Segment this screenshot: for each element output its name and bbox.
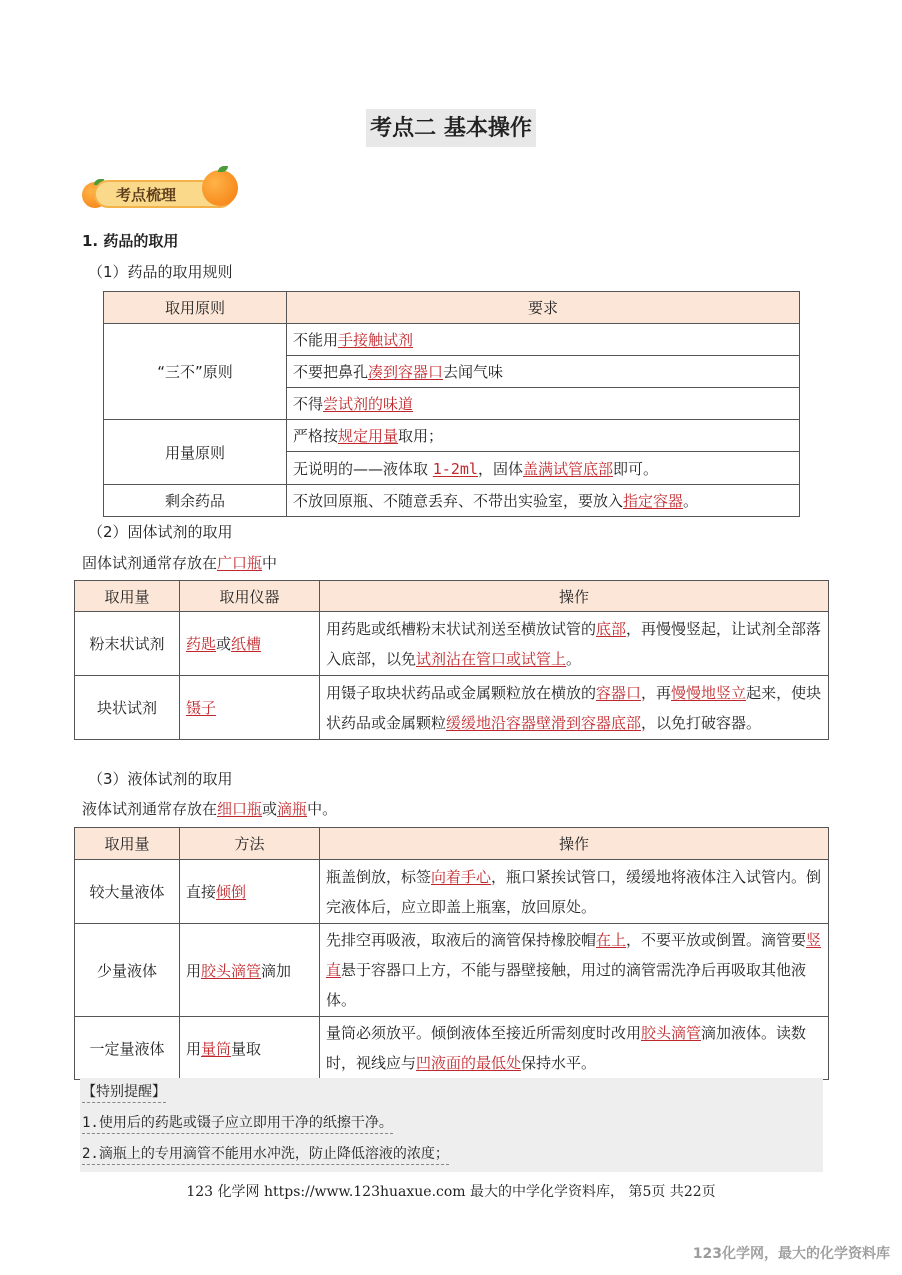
- row-label: 粉末状试剂: [75, 612, 180, 676]
- row-label: “三不”原则: [104, 324, 287, 420]
- row-label: 一定量液体: [75, 1017, 180, 1080]
- tips-heading: 【特别提醒】: [82, 1081, 166, 1103]
- table-cell: 用药匙或纸槽粉末状试剂送至横放试管的底部，再慢慢竖起，让试剂全部落入底部，以免试剂沾在管口或试管上。: [320, 612, 829, 676]
- subsection-heading: （1）药品的取用规则: [88, 263, 233, 281]
- watermark: 123化学网，最大的化学资料库: [692, 1246, 890, 1262]
- page-footer: 123 化学网 https://www.123huaxue.com 最大的中学化学资料库， 第5页 共22页: [186, 1184, 716, 1200]
- table-cell: 用胶头滴管滴加: [180, 924, 320, 1017]
- tip-item: 2.滴瓶上的专用滴管不能用水冲洗，防止降低溶液的浓度；: [82, 1143, 449, 1165]
- table-header: 取用量: [75, 828, 180, 860]
- table-cell: 不放回原瓶、不随意丢弃、不带出实验室，要放入指定容器。: [287, 485, 800, 517]
- row-label: 剩余药品: [104, 485, 287, 517]
- row-label: 少量液体: [75, 924, 180, 1017]
- table-header: 操作: [320, 581, 829, 612]
- table-header: 操作: [320, 828, 829, 860]
- row-label: 较大量液体: [75, 860, 180, 924]
- table-cell: 药匙或纸槽: [180, 612, 320, 676]
- table-header: 取用量: [75, 581, 180, 612]
- table-header: 方法: [180, 828, 320, 860]
- table-cell: 不能用手接触试剂: [287, 324, 800, 356]
- table-cell: 先排空再吸液，取液后的滴管保持橡胶帽在上，不要平放或倒置。滴管要竖直悬于容器口上方，不能与器壁接触，用过的滴管需洗净后再吸取其他液体。: [320, 924, 829, 1017]
- liquid-table: [74, 827, 829, 1080]
- table-cell: 瓶盖倒放，标签向着手心，瓶口紧挨试管口，缓缓地将液体注入试管内。倒完液体后，应立即盖上瓶塞，放回原处。: [320, 860, 829, 924]
- table-cell: 量筒必须放平。倾倒液体至接近所需刻度时改用胶头滴管滴加液体。读数时，视线应与凹液面的最低处保持水平。: [320, 1017, 829, 1080]
- table-cell: 用量筒量取: [180, 1017, 320, 1080]
- intro-text: 液体试剂通常存放在细口瓶或滴瓶中。: [82, 800, 338, 818]
- subsection-heading: （2）固体试剂的取用: [88, 523, 233, 541]
- table-header: 取用仪器: [180, 581, 320, 612]
- table-cell: 不要把鼻孔凑到容器口去闻气味: [287, 356, 800, 388]
- tip-item: 1.使用后的药匙或镊子应立即用干净的纸擦干净。: [82, 1112, 393, 1134]
- row-label: 用量原则: [104, 420, 287, 485]
- subsection-heading: （3）液体试剂的取用: [88, 770, 233, 788]
- table-cell: 无说明的——液体取 1-2ml，固体盖满试管底部即可。: [287, 452, 800, 485]
- row-label: 块状试剂: [75, 676, 180, 740]
- table-cell: 用镊子取块状药品或金属颗粒放在横放的容器口，再慢慢地竖立起来，使块状药品或金属颗粒缓缓地沿容器壁滑到容器底部，以免打破容器。: [320, 676, 829, 740]
- rules-table: [103, 291, 800, 517]
- table-cell: 镊子: [180, 676, 320, 740]
- solid-table: [74, 580, 829, 740]
- table-cell: 严格按规定用量取用；: [287, 420, 800, 452]
- intro-text: 固体试剂通常存放在广口瓶中: [82, 554, 278, 572]
- orange-icon: [202, 170, 238, 206]
- section-heading: 1. 药品的取用: [82, 232, 179, 250]
- table-header: 要求: [287, 292, 800, 324]
- table-cell: 不得尝试剂的味道: [287, 388, 800, 420]
- table-header: 取用原则: [104, 292, 287, 324]
- badge-label: 考点梳理: [116, 186, 177, 204]
- page-title: 考点二 基本操作: [366, 109, 536, 147]
- section-badge: [80, 166, 245, 218]
- table-cell: 直接倾倒: [180, 860, 320, 924]
